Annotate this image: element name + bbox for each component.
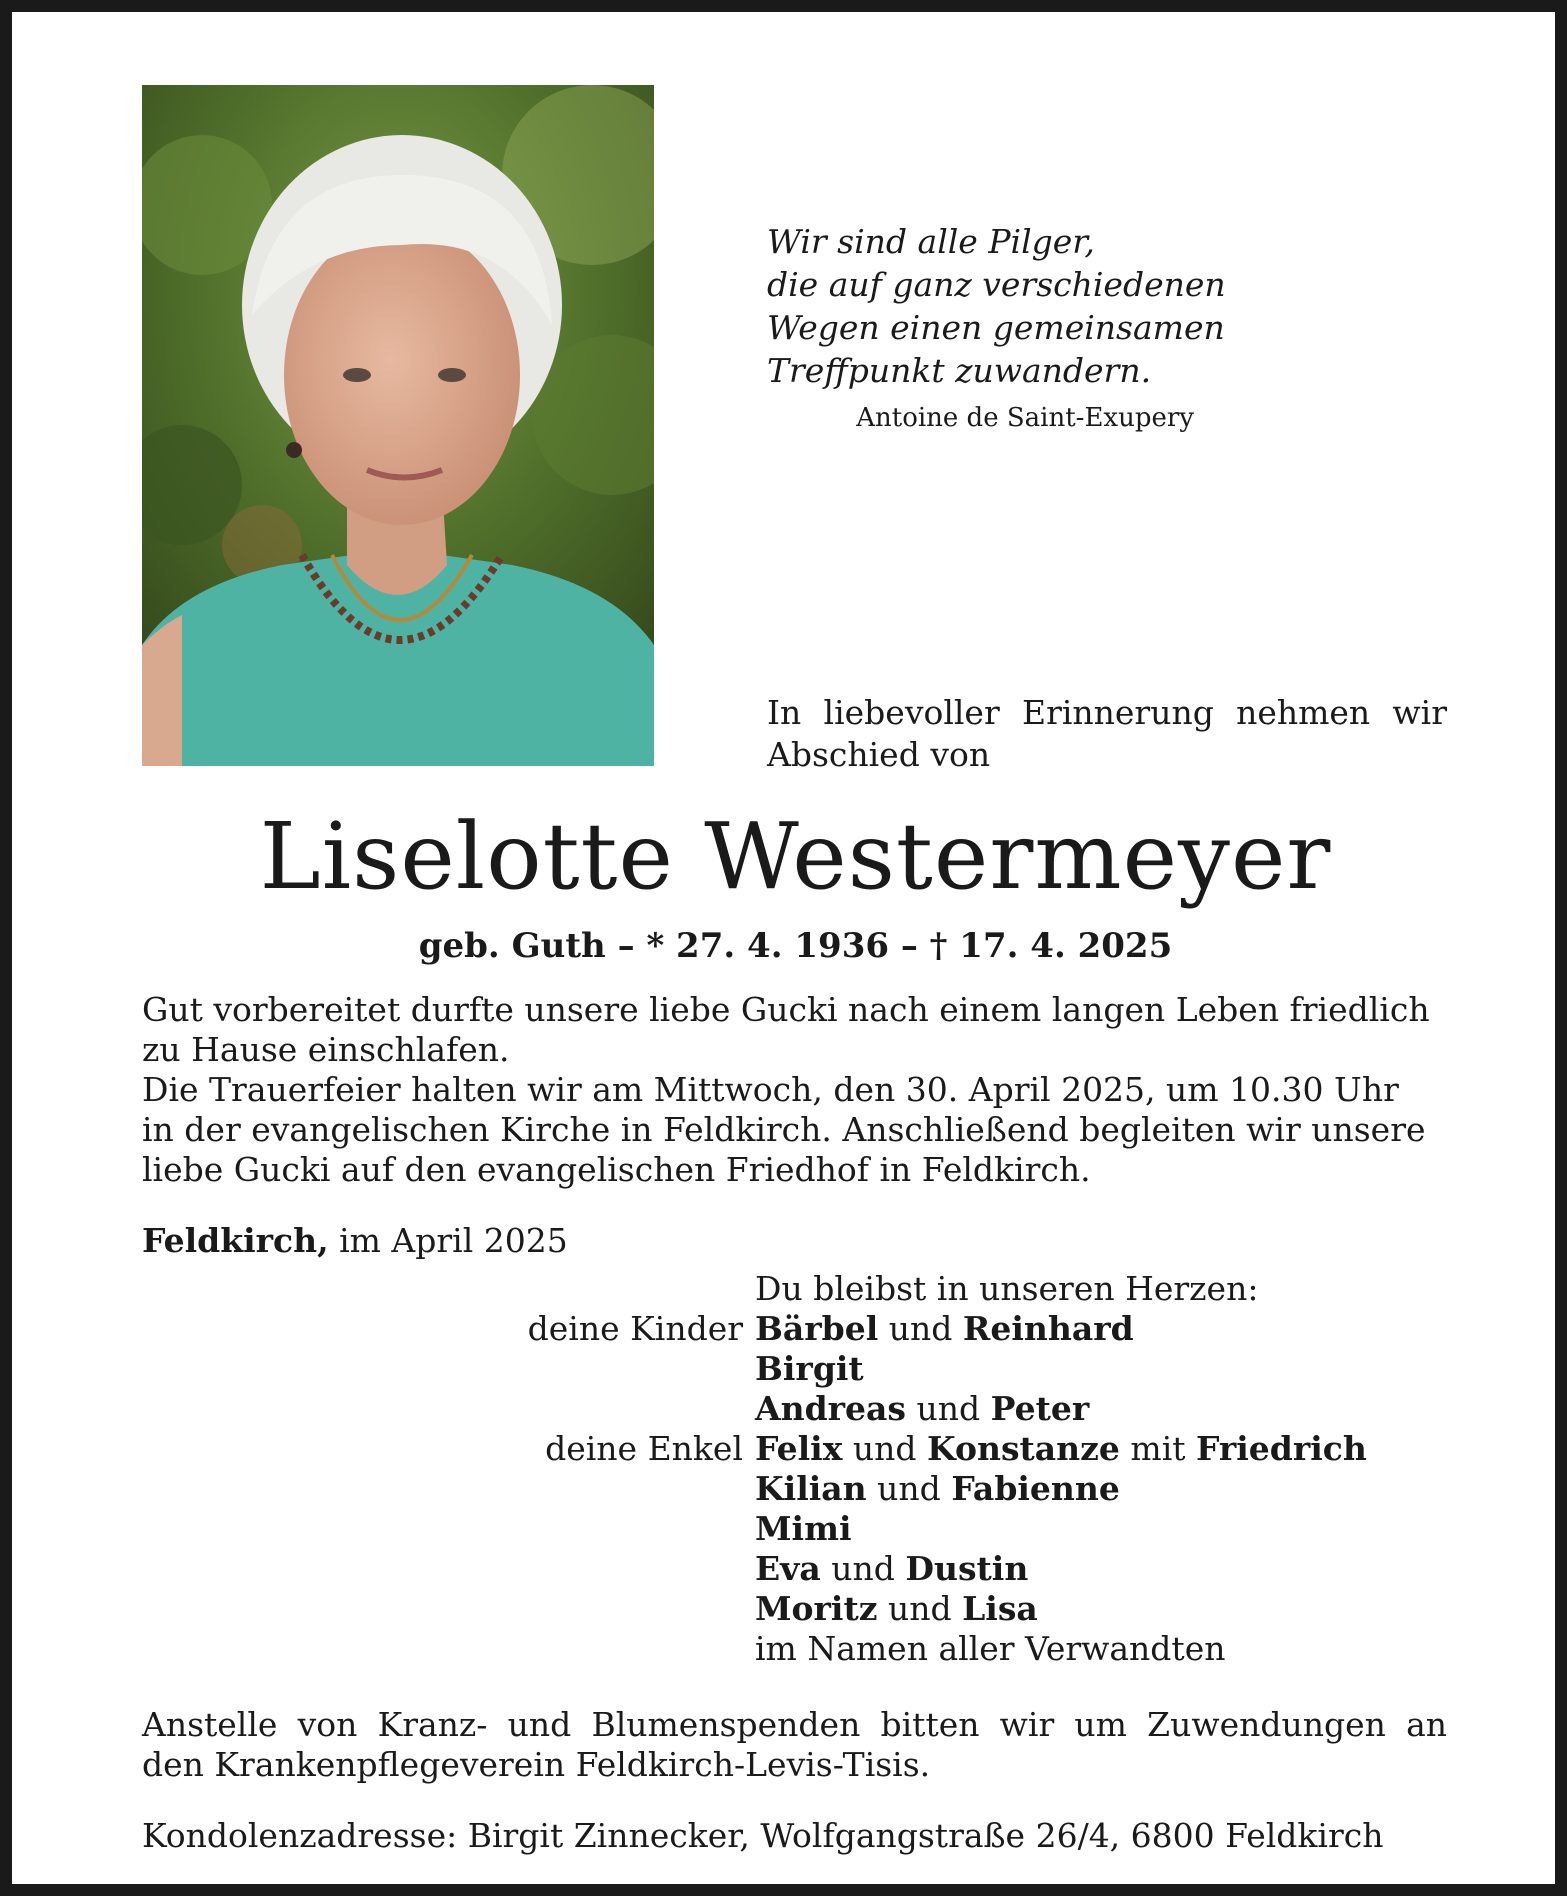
family-heading: Du bleibst in unseren Herzen: [755, 1269, 1259, 1308]
family-row [142, 1549, 1447, 1589]
family-conj: und [916, 1389, 981, 1428]
quote-line: Wir sind alle Pilger, [767, 222, 1095, 261]
family-conj: und [887, 1589, 952, 1628]
donation-line: den Krankenpflegeverein Feldkirch-Levis-Tisis. [142, 1745, 931, 1784]
family-member: Kilian [755, 1469, 867, 1508]
announcement-line: liebe Gucki auf den evangelischen Friedhof in Feldkirch. [142, 1150, 1091, 1189]
family-member: Moritz [755, 1589, 878, 1628]
family-row [142, 1429, 1447, 1469]
donation-note [142, 1705, 1447, 1785]
announcement-line: zu Hause einschlafen. [142, 1030, 510, 1069]
intro-text [767, 692, 1447, 776]
announcement-line: Gut vorbereitet durfte unsere liebe Gucki nach einem langen Leben friedlich [142, 990, 1430, 1029]
family-heading-row [142, 1269, 1447, 1309]
family-row [142, 1309, 1447, 1349]
condolence-address: Kondolenzadresse: Birgit Zinnecker, Wolfgangstraße 26/4, 6800 Feldkirch [142, 1816, 1384, 1855]
family-member: Mimi [755, 1509, 852, 1548]
family-member: Dustin [905, 1549, 1029, 1588]
announcement-line: Die Trauerfeier halten wir am Mittwoch, den 30. April 2025, um 10.30 Uhr [142, 1070, 1399, 1109]
family-member: Friedrich [1196, 1429, 1367, 1468]
family-member: Lisa [962, 1589, 1038, 1628]
quote-block [767, 220, 1227, 436]
family-member: Bärbel [755, 1309, 879, 1348]
family-member: Birgit [755, 1349, 864, 1388]
family-conj: mit [1130, 1429, 1186, 1468]
family-member: Andreas [755, 1389, 907, 1428]
family-conj: und [877, 1469, 941, 1508]
intro-line: In liebevoller Erinnerung nehmen wir [767, 693, 1447, 732]
announcement-line: in der evangelischen Kirche in Feldkirch. Anschließend begleiten wir unsere [142, 1110, 1426, 1149]
intro-line: Abschied von [767, 735, 991, 774]
announcement-text [142, 990, 1447, 1190]
family-row [142, 1389, 1447, 1429]
family-member: Eva [755, 1549, 821, 1588]
family-row [142, 1509, 1447, 1549]
portrait-illustration [142, 85, 654, 766]
family-closing-row [142, 1629, 1447, 1669]
family-row [142, 1349, 1447, 1389]
family-member: Fabienne [951, 1469, 1120, 1508]
family-conj: und [852, 1429, 917, 1468]
family-list [142, 1269, 1447, 1669]
place-date [142, 1220, 568, 1262]
portrait-photo [142, 85, 654, 766]
quote-author: Antoine de Saint-Exupery [856, 403, 1194, 433]
family-closing: im Namen aller Verwandten [755, 1629, 1226, 1668]
deceased-name: Liselotte Westermeyer [259, 803, 1332, 910]
place-city: Feldkirch, [142, 1221, 329, 1260]
donation-line: Anstelle von Kranz- und Blumenspenden bitten wir um Zuwendungen an [142, 1705, 1447, 1744]
quote-line: Treffpunkt zuwandern. [767, 351, 1152, 390]
family-conj: und [888, 1309, 953, 1348]
quote-line: Wegen einen gemeinsamen [767, 308, 1225, 347]
family-row [142, 1589, 1447, 1629]
birth-death-dates: geb. Guth – * 27. 4. 1936 – † 17. 4. 2025 [418, 926, 1173, 966]
kinder-label: deine Kinder [527, 1309, 743, 1348]
family-row [142, 1469, 1447, 1509]
family-conj: und [831, 1549, 895, 1588]
family-member: Reinhard [962, 1309, 1134, 1348]
family-member: Konstanze [927, 1429, 1120, 1468]
family-member: Peter [990, 1389, 1090, 1428]
enkel-label: deine Enkel [545, 1429, 743, 1468]
place-date-text: im April 2025 [328, 1221, 568, 1260]
quote-line: die auf ganz verschiedenen [767, 265, 1226, 304]
family-member: Felix [755, 1429, 843, 1468]
